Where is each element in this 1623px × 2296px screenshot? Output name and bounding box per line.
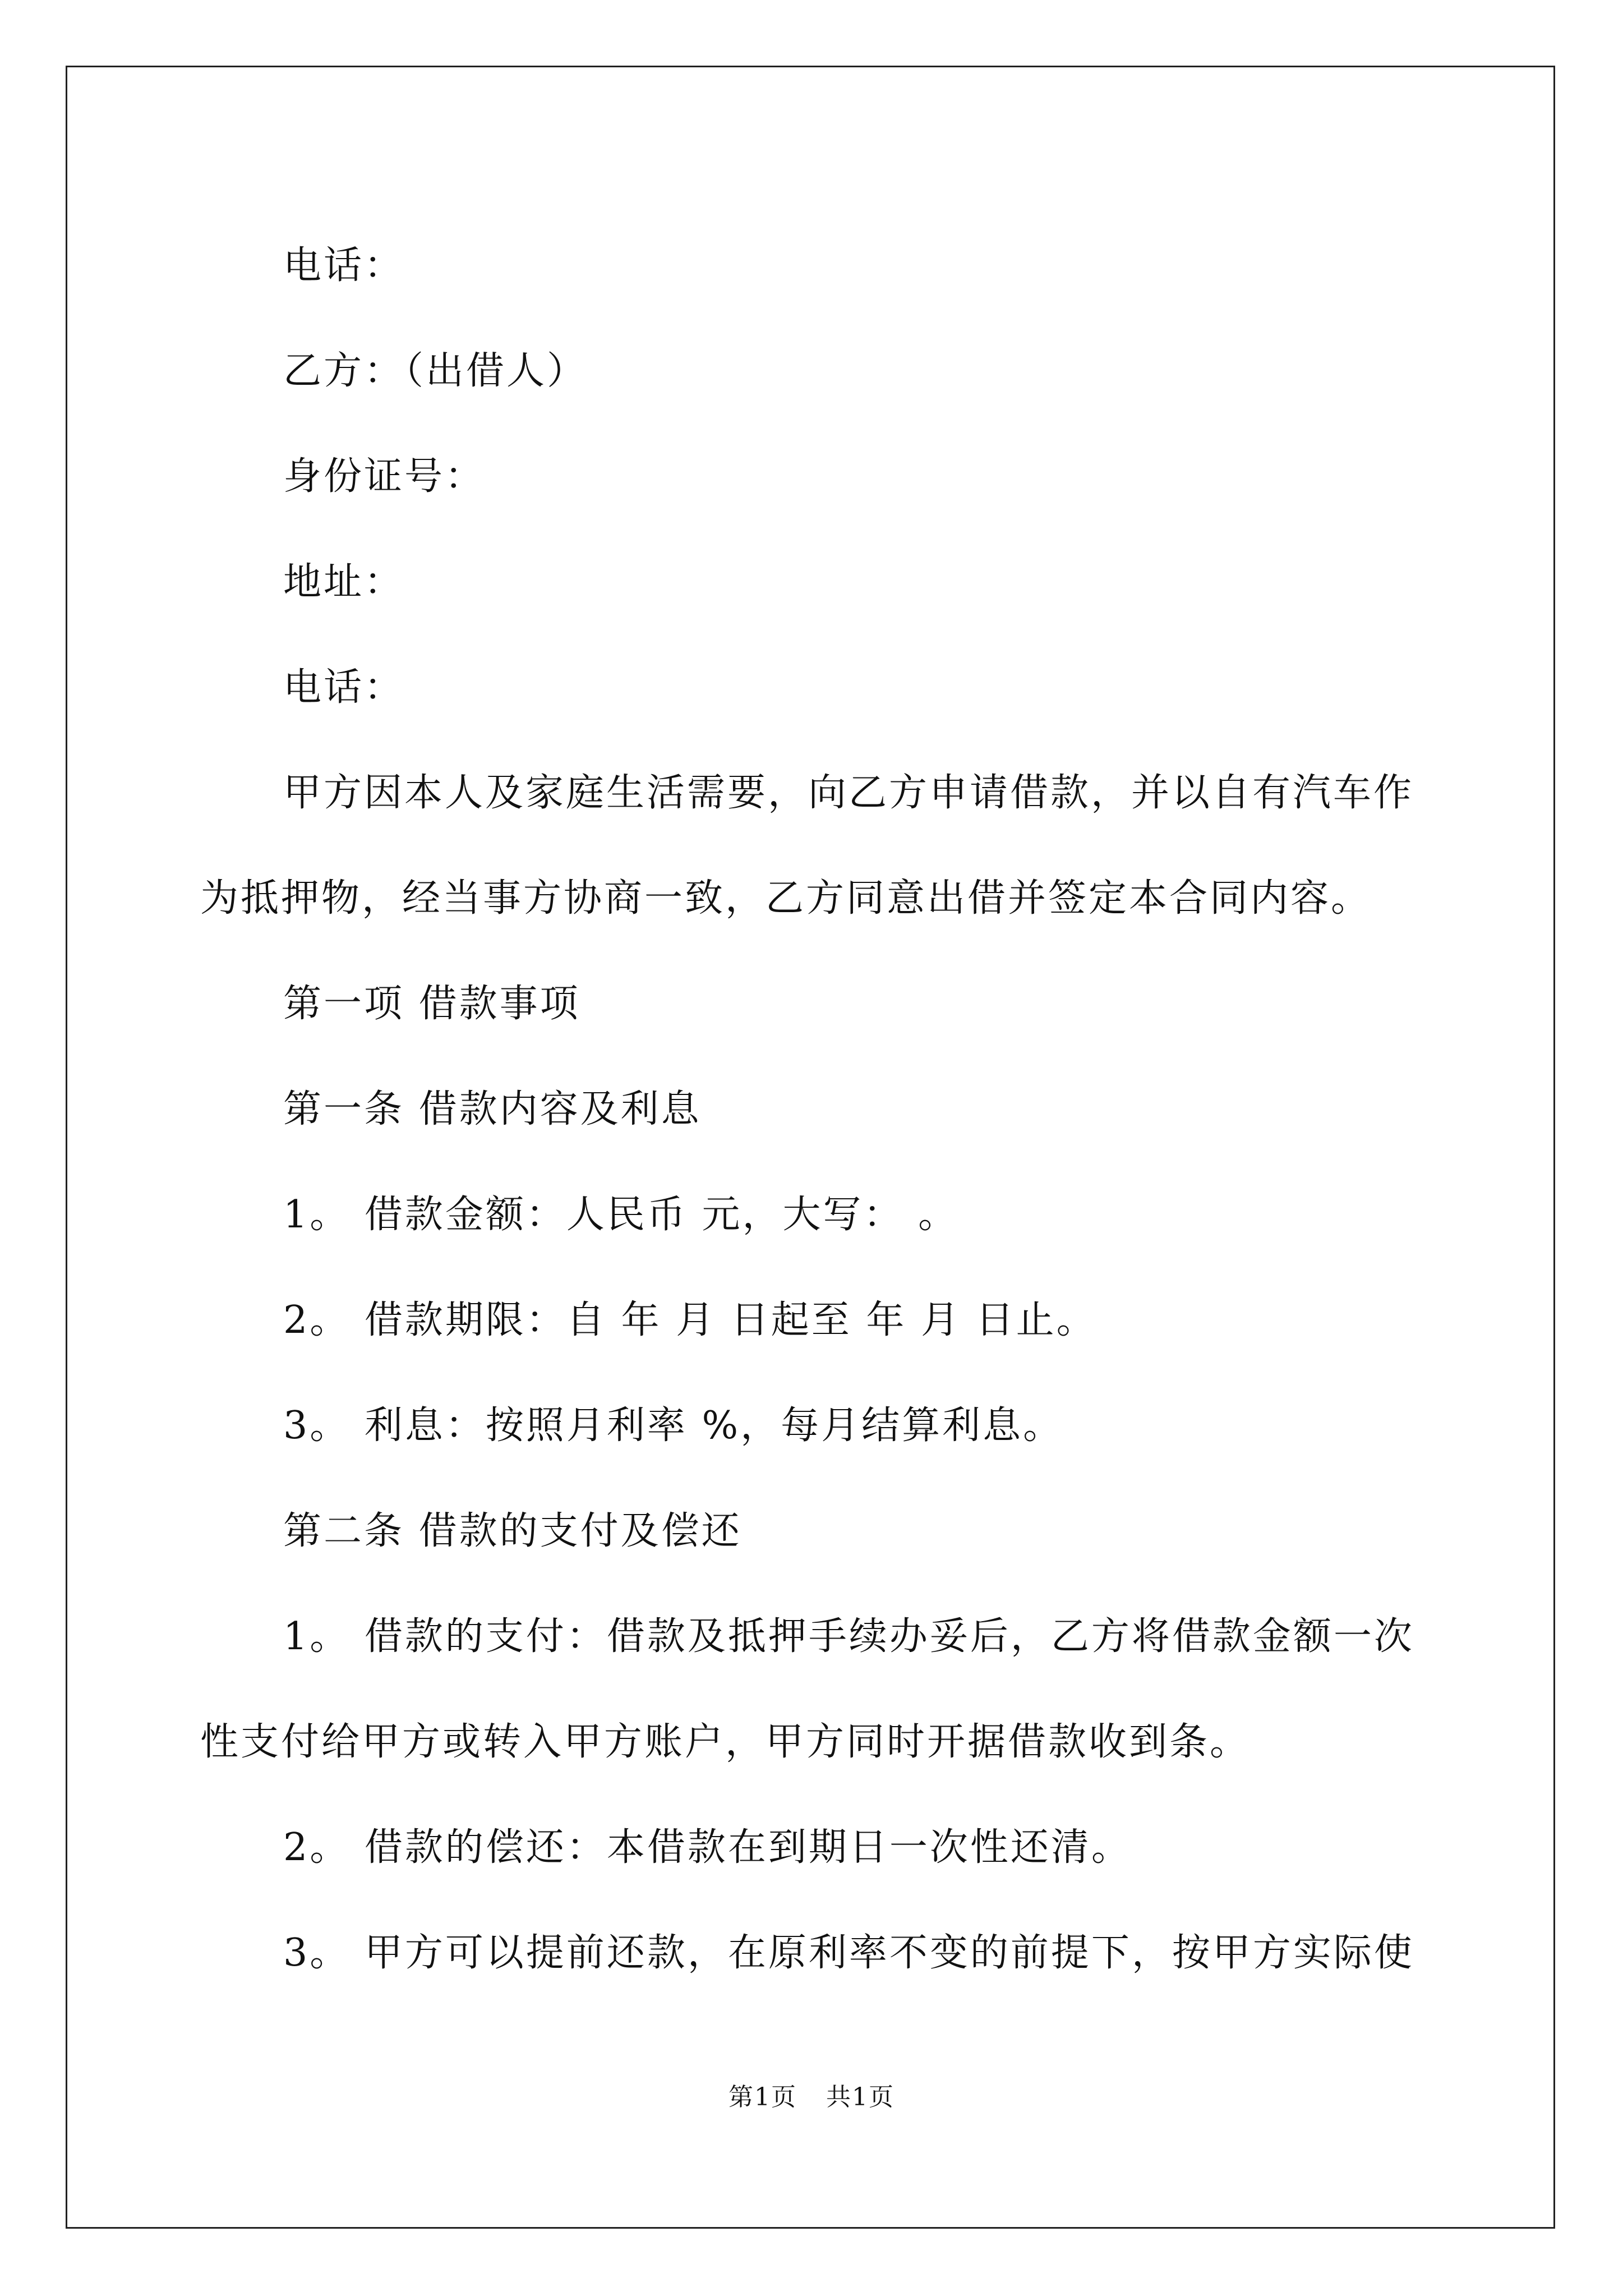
phone-label-party-a: 电话： <box>283 243 405 288</box>
id-number-label: 身份证号： <box>283 454 486 499</box>
page-footer <box>0 2077 1623 2113</box>
payment-clause-line-2: 性支付给甲方或转入甲方账户，甲方同时开据借款收到条。 <box>200 1720 1251 1764</box>
interest-clause: 3。 利息：按照月利率 %，每月结算利息。 <box>283 1404 1064 1448</box>
repayment-clause: 2。 借款的偿还：本借款在到期日一次性还清。 <box>283 1825 1132 1870</box>
page-total: 共1页 <box>826 2083 895 2111</box>
preamble-line-1: 甲方因本人及家庭生活需要，向乙方申请借款，并以自有汽车作 <box>283 771 1414 815</box>
page-number: 第1页 <box>728 2083 797 2111</box>
loan-amount-clause: 1。 借款金额：人民币 元，大写： 。 <box>283 1193 959 1237</box>
section-1-heading: 第一项 借款事项 <box>283 982 580 1026</box>
payment-clause-line-1: 1。 借款的支付：借款及抵押手续办妥后，乙方将借款金额一次 <box>283 1614 1414 1659</box>
phone-label-party-b: 电话： <box>283 665 405 710</box>
early-repayment-clause: 3。 甲方可以提前还款，在原利率不变的前提下，按甲方实际使 <box>283 1931 1414 1975</box>
article-2-heading: 第二条 借款的支付及偿还 <box>283 1509 742 1553</box>
party-b-heading: 乙方：（出借人） <box>283 349 588 393</box>
article-1-heading: 第一条 借款内容及利息 <box>283 1087 702 1131</box>
address-label: 地址： <box>283 560 405 604</box>
preamble-line-2: 为抵押物，经当事方协商一致，乙方同意出借并签定本合同内容。 <box>200 876 1372 921</box>
loan-term-clause: 2。 借款期限：自 年 月 日起至 年 月 日止。 <box>283 1298 1097 1342</box>
